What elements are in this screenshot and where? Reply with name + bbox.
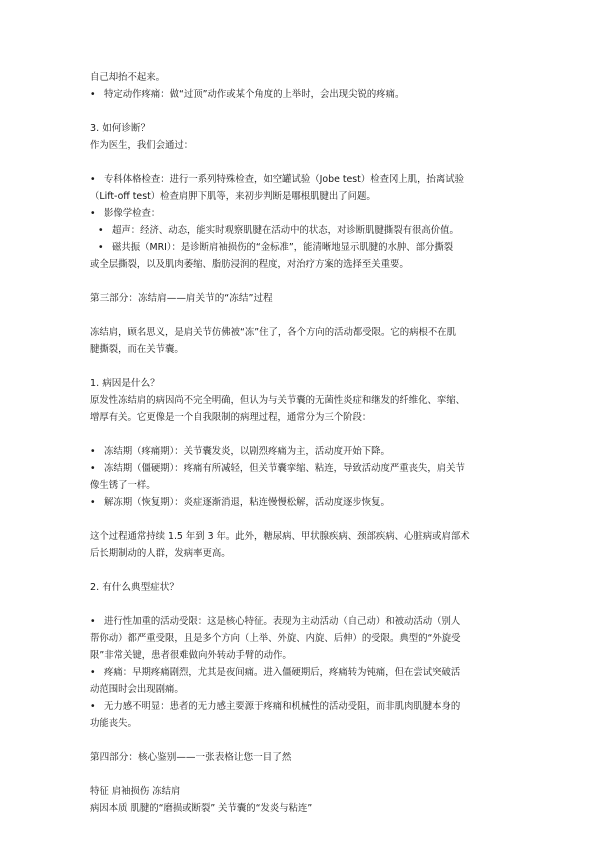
- text-line: 腱撕裂，而在关节囊。: [90, 344, 184, 355]
- text-line: 作为医生，我们会通过：: [90, 140, 194, 151]
- text-line: 后长期制动的人群，发病率更高。: [90, 548, 231, 559]
- section-heading: 1. 病因是什么？: [90, 378, 160, 389]
- text-line: 动范围时会出现剧痛。: [90, 684, 184, 695]
- sub-bullet-item: • 磁共振（MRI）：是诊断肩袖损伤的“金标准”，能清晰地显示肌腱的水肿、部分撕裂: [90, 239, 510, 256]
- bullet-item: • 进行性加重的活动受限：这是核心特征。表现为主动活动（自己动）和被动活动（别人: [90, 613, 510, 630]
- sub-bullet-item: • 超声：经济、动态，能实时观察肌腱在活动中的状态，对诊断肌腱撕裂有很高价值。: [90, 222, 510, 239]
- text-line: 原发性冻结肩的病因尚不完全明确，但认为与关节囊的无菌性炎症和继发的纤维化、挛缩、: [90, 395, 466, 406]
- document-page: [90, 69, 510, 817]
- section-heading: 2. 有什么典型症状？: [90, 582, 179, 593]
- bullet-item: • 无力感不明显：患者的无力感主要源于疼痛和机械性的活动受阻，而非肌肉肌腱本身的: [90, 698, 510, 715]
- table-row: 病因本质 肌腱的“磨损或断裂” 关节囊的“发炎与粘连”: [90, 803, 313, 814]
- text-line: 增厚有关。它更像是一个自我限制的病理过程，通常分为三个阶段：: [90, 412, 372, 423]
- text-line: 冻结肩，顾名思义，是肩关节仿佛被“冻”住了，各个方向的活动都受限。它的病根不在肌: [90, 327, 456, 338]
- text-line: 帮你动）都严重受限，且是多个方向（上举、外旋、内旋、后伸）的受限。典型的“外旋受: [90, 633, 461, 644]
- section-heading: 3. 如何诊断？: [90, 123, 151, 134]
- text-line: 或全层撕裂，以及肌肉萎缩、脂肪浸润的程度，对治疗方案的选择至关重要。: [90, 259, 409, 270]
- bullet-item: • 疼痛：早期疼痛剧烈，尤其是夜间痛。进入僵硬期后，疼痛转为钝痛，但在尝试突破活: [90, 664, 510, 681]
- text-line: （Lift-off test）检查肩胛下肌等，来初步判断是哪根肌腱出了问题。: [90, 191, 376, 202]
- part-heading: 第三部分：冻结肩——肩关节的“冻结”过程: [90, 293, 273, 304]
- bullet-item: • 冻结期（疼痛期）：关节囊发炎，以剧烈疼痛为主，活动度开始下降。: [90, 443, 510, 460]
- bullet-item: • 特定动作疼痛：做“过顶”动作或某个角度的上举时，会出现尖锐的疼痛。: [90, 86, 510, 103]
- bullet-item: • 冻结期（僵硬期）：疼痛有所减轻，但关节囊挛缩、粘连，导致活动度严重丧失，肩关节: [90, 460, 510, 477]
- bullet-item: • 专科体格检查：进行一系列特殊检查，如空罐试验（Jobe test）检查冈上肌，抬离试验: [90, 171, 510, 188]
- text-line: 自己却抬不起来。: [90, 72, 166, 83]
- text-line: 功能丧失。: [90, 718, 137, 729]
- part-heading: 第四部分：核心鉴别——一张表格让您一目了然: [90, 752, 292, 763]
- table-row: 特征 肩袖损伤 冻结肩: [90, 786, 181, 797]
- text-line: 限”非常关键，患者很难做向外转动手臂的动作。: [90, 650, 292, 661]
- bullet-item: • 影像学检查：: [90, 205, 510, 222]
- bullet-item: • 解冻期（恢复期）：炎症逐渐消退，粘连慢慢松解，活动度逐步恢复。: [90, 494, 510, 511]
- text-line: 这个过程通常持续 1.5 年到 3 年。此外，糖尿病、甲状腺疾病、颈部疾病、心脏病或肩部术: [90, 531, 470, 542]
- text-line: 像生锈了一样。: [90, 480, 156, 491]
